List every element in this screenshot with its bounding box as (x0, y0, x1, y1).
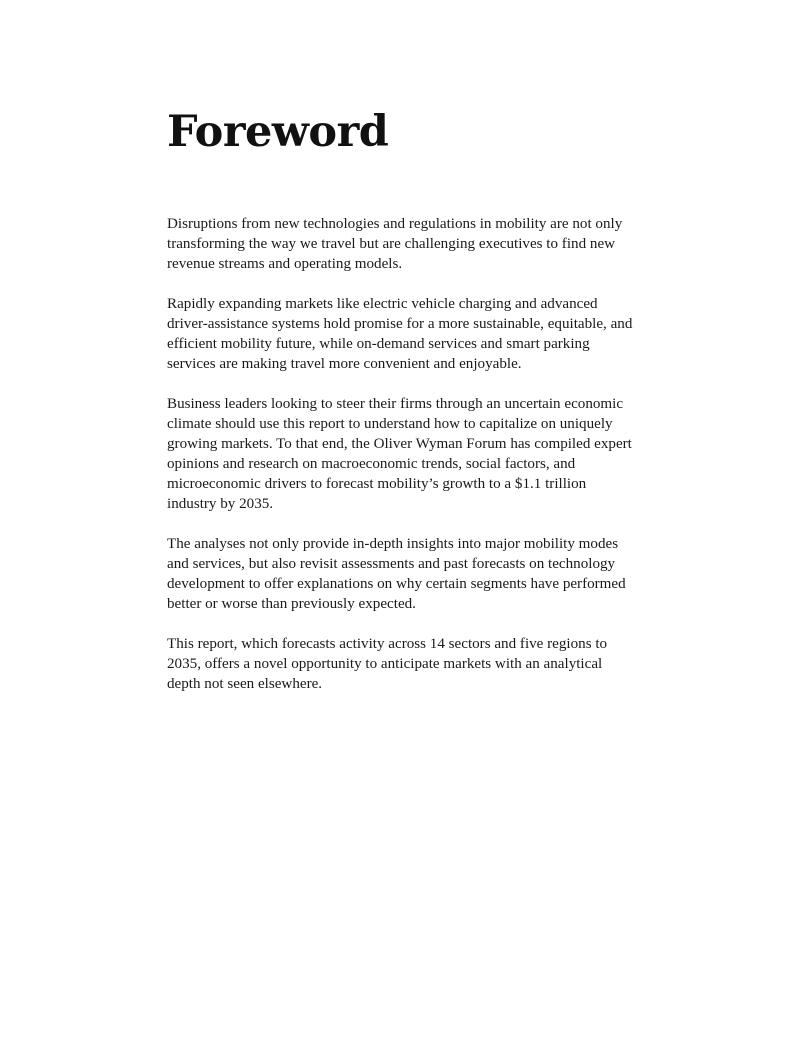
page-content (167, 106, 637, 714)
paragraph-5: This report, which forecasts activity across 14 sectors and five regions to 2035, offers a novel opportunity to anticipate markets with an analytical depth not seen elsewhere. (167, 636, 608, 692)
paragraph-4: The analyses not only provide in-depth insights into major mobility modes and services, but also revisit assessments and past forecasts on technology development to offer explanations on why certain segments have performed better or worse than previously expected. (167, 536, 626, 612)
paragraph-1: Disruptions from new technologies and regulations in mobility are not only transforming the way we travel but are challenging executives to find new revenue streams and operating models. (167, 216, 623, 272)
page-title: Foreword (167, 107, 389, 157)
body-text (167, 214, 637, 694)
paragraph-2: Rapidly expanding markets like electric vehicle charging and advanced driver-assistance systems hold promise for a more sustainable, equitable, and efficient mobility future, while on-demand services and smart parking services are making travel more convenient and enjoyable. (167, 296, 633, 372)
paragraph-3: Business leaders looking to steer their firms through an uncertain economic climate should use this report to understand how to capitalize on uniquely growing markets. To that end, the Oliver Wyman Forum has compiled expert opinions and research on macroeconomic trends, social factors, and microeconomic drivers to forecast mobility’s growth to a $1.1 trillion industry by 2035. (167, 396, 632, 512)
